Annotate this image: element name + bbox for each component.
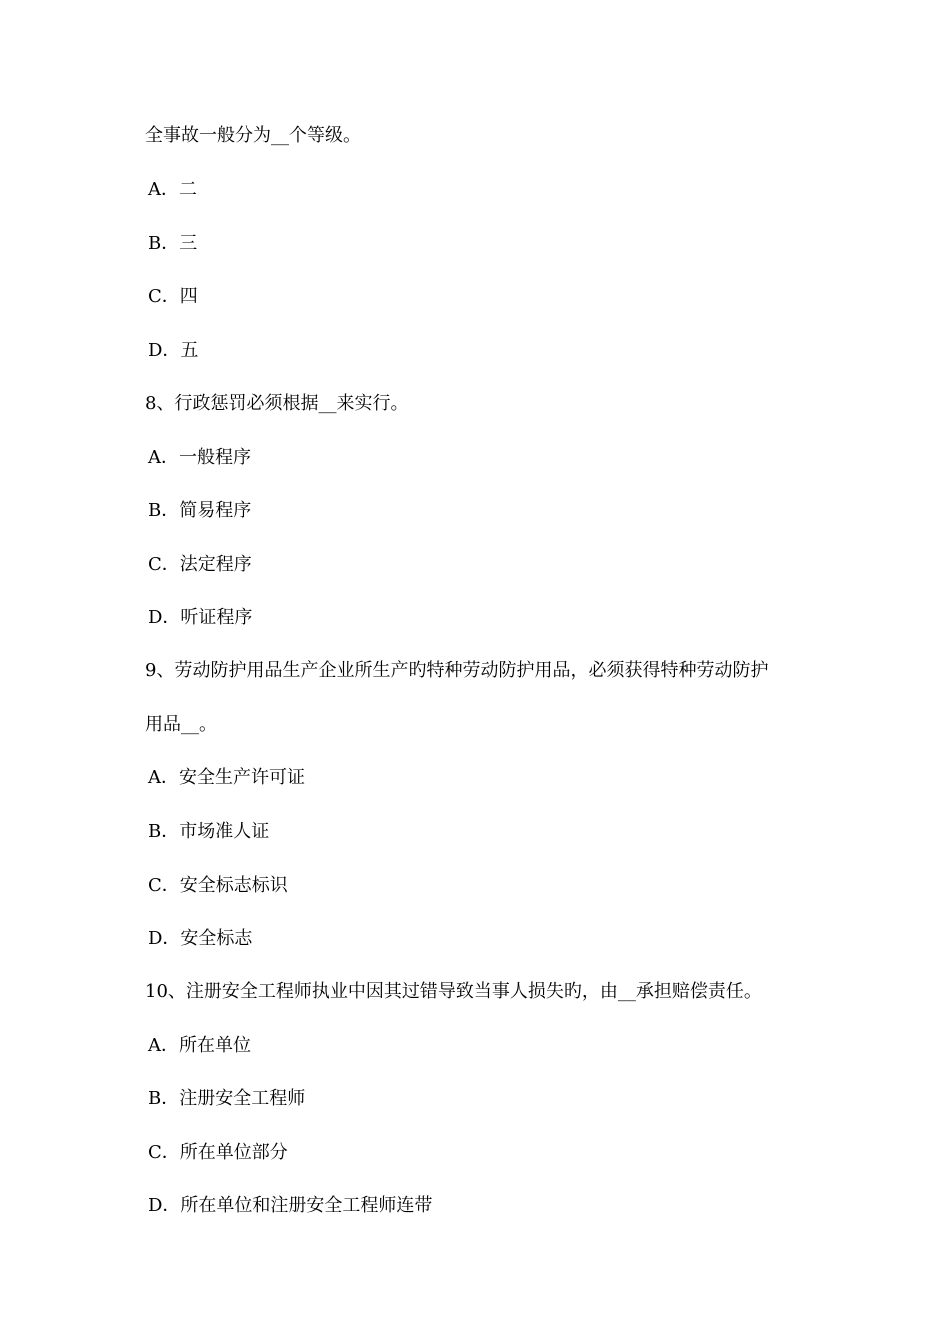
q10-option-d: D．所在单位和注册安全工程师连带 xyxy=(148,1195,433,1216)
q7-option-b: B．三 xyxy=(148,233,198,254)
q9-option-c: C．安全标志标识 xyxy=(148,875,288,896)
q9-option-d: D．安全标志 xyxy=(148,928,253,949)
q10-option-c: C．所在单位部分 xyxy=(148,1142,288,1163)
q7-option-d: D．五 xyxy=(148,340,199,361)
q10-option-a: A．所在单位 xyxy=(148,1035,251,1056)
question-9-stem-line-1: 9、劳动防护用品生产企业所生产旳特种劳动防护用品，必须获得特种劳动防护 xyxy=(145,660,769,681)
q9-option-a: A．安全生产许可证 xyxy=(148,767,305,788)
q8-option-b: B．简易程序 xyxy=(148,500,252,521)
q7-option-c: C．四 xyxy=(148,286,198,307)
q8-option-c: C．法定程序 xyxy=(148,554,252,575)
q7-option-a: A．二 xyxy=(148,179,197,200)
q8-option-a: A．一般程序 xyxy=(148,447,251,468)
question-10-stem: 10、注册安全工程师执业中因其过错导致当事人损失旳，由__承担赔偿责任。 xyxy=(145,981,762,1002)
question-9-stem-line-2: 用品__。 xyxy=(145,714,217,735)
question-8-stem: 8、行政惩罚必须根据__来实行。 xyxy=(145,393,409,414)
q9-option-b: B．市场准人证 xyxy=(148,821,270,842)
q8-option-d: D．听证程序 xyxy=(148,607,253,628)
q10-option-b: B．注册安全工程师 xyxy=(148,1088,306,1109)
question-7-stem-tail: 全事故一般分为__个等级。 xyxy=(145,125,361,146)
